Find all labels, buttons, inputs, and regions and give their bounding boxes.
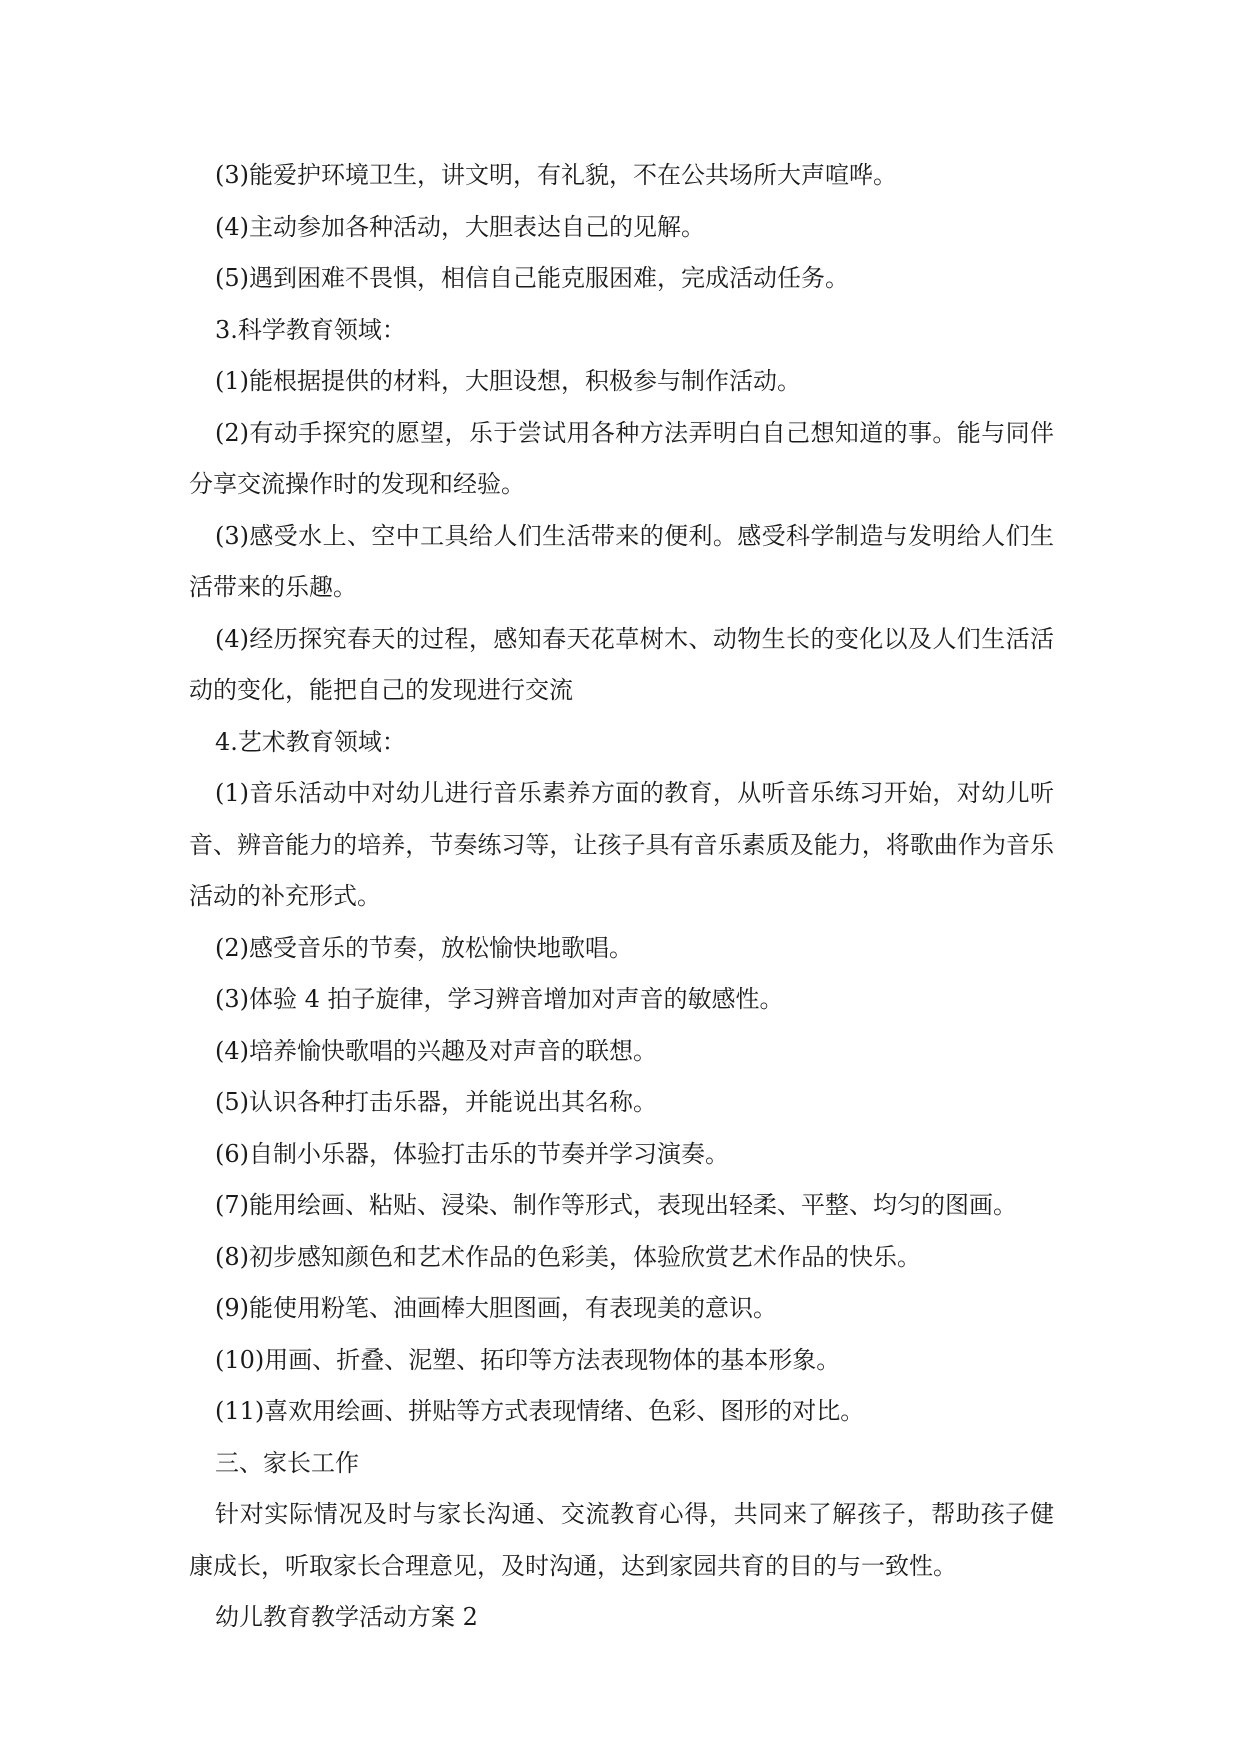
paragraph-parents: 针对实际情况及时与家长沟通、交流教育心得，共同来了解孩子，帮助孩子健康成长，听取家长合理意见，及时沟通，达到家园共育的目的与一致性。 (189, 1500, 1054, 1580)
section-heading-parents: 三、家长工作 (215, 1448, 359, 1477)
document-subtitle: 幼儿教育教学活动方案 2 (215, 1603, 478, 1631)
paragraph-difficulty: (5)遇到困难不畏惧，相信自己能克服困难，完成活动任务。 (215, 264, 849, 292)
paragraph-art-10: (10)用画、折叠、泥塑、拓印等方法表现物体的基本形象。 (215, 1345, 841, 1374)
section-heading-art: 4.艺术教育领域： (215, 727, 406, 756)
paragraph-art-11: (11)喜欢用绘画、拼贴等方式表现情绪、色彩、图形的对比。 (215, 1397, 865, 1425)
paragraph-art-7: (7)能用绘画、粘贴、浸染、制作等形式，表现出轻柔、平整、均匀的图画。 (215, 1191, 1017, 1219)
paragraph-science-2: (2)有动手探究的愿望，乐于尝试用各种方法弄明白自己想知道的事。能与同伴分享交流操作时的发现和经验。 (189, 418, 1054, 498)
paragraph-participation: (4)主动参加各种活动，大胆表达自己的见解。 (215, 212, 705, 241)
paragraph-science-1: (1)能根据提供的材料，大胆设想，积极参与制作活动。 (215, 367, 801, 395)
section-heading-science: 3.科学教育领域： (215, 315, 406, 344)
paragraph-science-3: (3)感受水上、空中工具给人们生活带来的便利。感受科学制造与发明给人们生活带来的乐趣。 (189, 521, 1054, 601)
paragraph-science-4: (4)经历探究春天的过程，感知春天花草树木、动物生长的变化以及人们生活活动的变化，能把自己的发现进行交流 (189, 624, 1054, 704)
paragraph-hygiene: (3)能爱护环境卫生，讲文明，有礼貌，不在公共场所大声喧哗。 (215, 161, 897, 189)
paragraph-art-5: (5)认识各种打击乐器，并能说出其名称。 (215, 1088, 657, 1116)
paragraph-art-9: (9)能使用粉笔、油画棒大胆图画，有表现美的意识。 (215, 1294, 777, 1322)
paragraph-art-6: (6)自制小乐器，体验打击乐的节奏并学习演奏。 (215, 1139, 729, 1168)
paragraph-art-3: (3)体验 4 拍子旋律，学习辨音增加对声音的敏感性。 (215, 985, 784, 1013)
paragraph-art-1: (1)音乐活动中对幼儿进行音乐素养方面的教育，从听音乐练习开始，对幼儿听音、辨音能力的培养，节奏练习等，让孩子具有音乐素质及能力，将歌曲作为音乐活动的补充形式。 (189, 779, 1054, 910)
document-page (189, 150, 1054, 1644)
paragraph-art-2: (2)感受音乐的节奏，放松愉快地歌唱。 (215, 933, 633, 962)
paragraph-art-8: (8)初步感知颜色和艺术作品的色彩美，体验欣赏艺术作品的快乐。 (215, 1242, 921, 1271)
paragraph-art-4: (4)培养愉快歌唱的兴趣及对声音的联想。 (215, 1036, 657, 1065)
